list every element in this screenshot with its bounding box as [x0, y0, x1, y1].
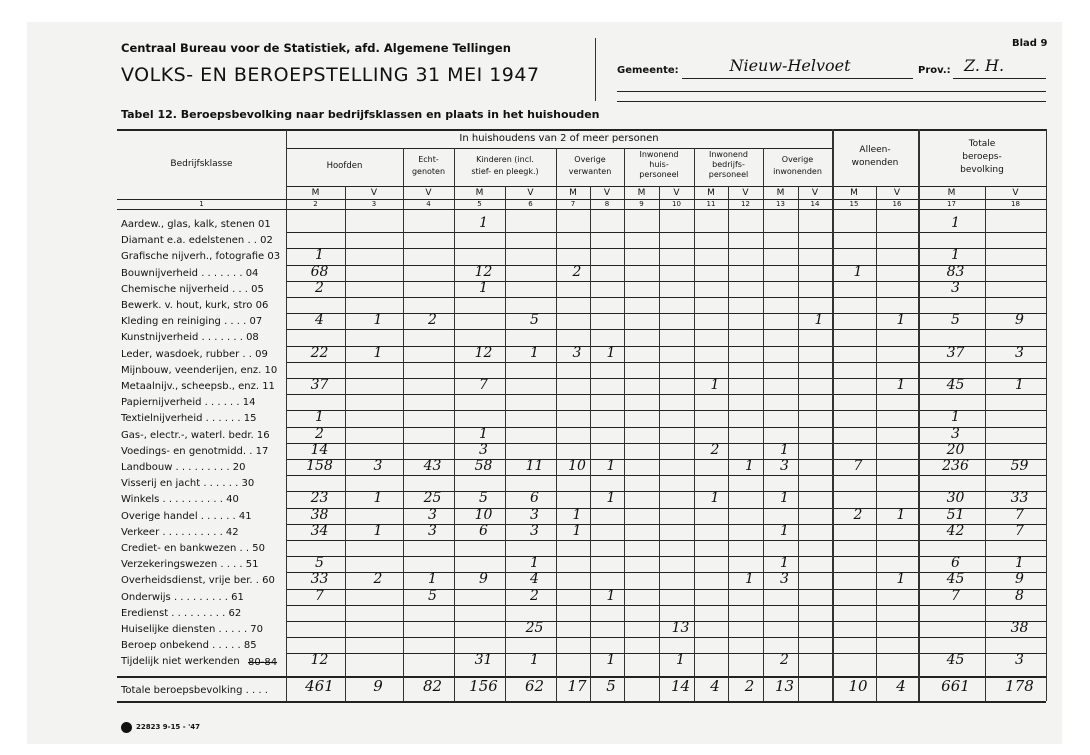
handwritten-value: 6: [530, 490, 539, 507]
row-rule: [286, 313, 1046, 314]
col-number: 4: [426, 200, 431, 208]
grid-col-line: [763, 148, 764, 701]
handwritten-total: 17: [567, 676, 587, 695]
handwritten-value: 3: [780, 458, 789, 474]
col-number: 9: [639, 200, 644, 208]
blad-label: Blad 9: [1012, 38, 1048, 49]
row-label: Overige handel . . . . . . 41: [121, 510, 252, 522]
header-inw-2: inwonenden: [773, 167, 822, 176]
col-number: 13: [776, 200, 785, 208]
sex-label: V: [603, 188, 611, 198]
row-label: Winkels . . . . . . . . . . 40: [121, 494, 239, 506]
header-verw-1: Overige: [574, 155, 606, 164]
row-rule: [286, 556, 1046, 557]
handwritten-value: 1: [780, 490, 789, 507]
handwritten-value: 1: [373, 344, 383, 361]
handwritten-value: 1: [780, 441, 789, 458]
sex-label: V: [425, 188, 432, 198]
handwritten-value: 158: [306, 458, 333, 474]
row-rule: [286, 491, 1046, 492]
handwritten-total: 461: [305, 676, 334, 695]
row-rule: [286, 248, 1046, 249]
handwritten-total: 14: [670, 676, 691, 695]
handwritten-value: 6: [479, 522, 488, 539]
row-label: Voedings- en genotmidd. . 17: [121, 445, 269, 457]
row-rule: [286, 540, 1046, 541]
handwritten-value: 1: [606, 344, 616, 361]
handwritten-value: 1: [315, 247, 324, 264]
handwritten-total: 4: [896, 676, 906, 695]
handwritten-value: 5: [315, 555, 324, 572]
row-label: Papiernijverheid . . . . . . 14: [121, 397, 256, 409]
row-label: Bouwnijverheid . . . . . . . 04: [121, 267, 259, 279]
struck-code: 80-84: [248, 657, 278, 669]
handwritten-value: 1: [373, 490, 383, 507]
handwritten-value: 31: [474, 652, 493, 669]
handwritten-value: 1: [572, 506, 582, 523]
handwritten-value: 59: [1010, 458, 1029, 474]
handwritten-value: 7: [479, 377, 488, 393]
census-title: VOLKS- EN BEROEPSTELLING 31 MEI 1947: [121, 64, 540, 86]
row-rule: [286, 410, 1046, 411]
handwritten-value: 2: [315, 279, 324, 296]
header-tot-2: beroeps-: [962, 152, 1002, 162]
handwritten-value: 1: [951, 409, 960, 426]
handwritten-value: 1: [479, 425, 488, 442]
handwritten-value: 1: [606, 458, 616, 474]
row-rule: [286, 475, 1046, 476]
col-number: 8: [604, 200, 610, 208]
row-rule: [286, 394, 1046, 395]
bureau-line: Centraal Bureau voor de Statistiek, afd. Algemene Tellingen: [121, 41, 511, 55]
prov-underline: [953, 78, 1046, 79]
handwritten-value: 1: [896, 506, 906, 523]
row-rule: [286, 524, 1046, 525]
row-rule: [286, 621, 1046, 622]
handwritten-value: 7: [1015, 506, 1024, 523]
grid-col-line: [1046, 129, 1047, 701]
handwritten-value: 4: [315, 312, 324, 329]
header-tot-1: Totale: [968, 139, 996, 149]
header-kind-1: Kinderen (incl.: [476, 155, 534, 164]
handwritten-value: 7: [951, 587, 960, 604]
sex-row-bottom-rule: [117, 199, 1046, 200]
sex-label: V: [527, 188, 534, 198]
col-number: 11: [706, 200, 716, 208]
handwritten-value: 9: [1015, 312, 1024, 329]
handwritten-value: 5: [530, 312, 539, 329]
handwritten-value: 1: [1015, 377, 1024, 393]
row-label: Visserij en jacht . . . . . . 30: [121, 478, 255, 490]
row-rule: [286, 265, 1046, 266]
row-rule: [286, 362, 1046, 363]
header-huis-2: huis-: [649, 160, 669, 169]
handwritten-total: 13: [774, 676, 795, 695]
handwritten-value: 8: [1015, 587, 1024, 604]
row-rule: [286, 346, 1046, 347]
row-label: Grafische nijverh., fotografie 03: [121, 251, 281, 263]
handwritten-value: 10: [568, 458, 586, 474]
row-label: Verkeer . . . . . . . . . . 42: [121, 526, 239, 538]
col-number: 10: [672, 200, 681, 208]
row-label: Kleding en reiniging . . . . 07: [121, 316, 263, 328]
col-number: 2: [313, 200, 318, 208]
handwritten-value: 3: [428, 506, 437, 523]
row-label: Huiselijke diensten . . . . . 70: [121, 624, 264, 635]
prov-value: Z. H.: [963, 56, 1005, 75]
handwritten-value: 30: [946, 490, 965, 507]
handwritten-value: 37: [946, 344, 965, 361]
handwritten-value: 3: [1015, 652, 1024, 669]
handwritten-value: 2: [572, 263, 582, 280]
handwritten-value: 22: [310, 344, 329, 361]
handwritten-value: 3: [428, 522, 437, 539]
sex-label: M: [311, 188, 320, 198]
row-label: Gas-, electr.-, waterl. bedr. 16: [121, 429, 270, 441]
handwritten-value: 1: [530, 344, 539, 361]
handwritten-value: 2: [530, 587, 539, 604]
handwritten-value: 1: [951, 247, 960, 264]
row-rule: [286, 443, 1046, 444]
handwritten-value: 12: [474, 263, 493, 280]
handwritten-value: 33: [1010, 490, 1029, 507]
row-label: Bewerk. v. hout, kurk, stro 06: [121, 300, 269, 311]
handwritten-value: 12: [474, 344, 493, 361]
sex-label: M: [569, 188, 577, 198]
gemeente-label: Gemeente:: [617, 65, 679, 76]
handwritten-value: 3: [373, 458, 383, 474]
handwritten-value: 9: [1015, 571, 1024, 588]
grid-col-line: [624, 148, 625, 701]
group-header-rule: [286, 148, 832, 149]
handwritten-total: 5: [606, 676, 616, 695]
printer-logo-icon: [121, 722, 132, 733]
handwritten-value: 236: [942, 458, 969, 474]
handwritten-value: 68: [310, 263, 329, 280]
sex-label: M: [637, 188, 646, 198]
handwritten-value: 5: [428, 587, 437, 604]
handwritten-value: 3: [572, 344, 582, 361]
handwritten-value: 20: [946, 441, 965, 458]
grid-top-rule: [117, 129, 1046, 131]
col-number: 5: [477, 200, 482, 208]
row-label: Onderwijs . . . . . . . . . 61: [121, 591, 244, 603]
handwritten-value: 3: [780, 571, 789, 588]
row-label: Verzekeringswezen . . . . 51: [121, 559, 259, 571]
grid-col-line: [505, 186, 506, 701]
handwritten-value: 42: [946, 522, 965, 539]
sex-row-top-rule: [286, 186, 1046, 187]
row-label: Tijdelijk niet werkenden: [121, 656, 240, 668]
grid-col-line: [403, 148, 404, 701]
handwritten-value: 1: [896, 571, 906, 588]
handwritten-value: 43: [423, 458, 442, 474]
handwritten-value: 3: [530, 506, 539, 523]
handwritten-total: 4: [710, 676, 720, 695]
col-number: 17: [947, 200, 956, 208]
header-bedr-1: Inwonend: [708, 150, 749, 159]
handwritten-value: 2: [780, 652, 789, 669]
grid-col-line: [286, 129, 287, 701]
header-bedrijfsklasse: Bedrijfsklasse: [170, 159, 233, 169]
row-label: Kunstnijverheid . . . . . . . 08: [121, 332, 259, 344]
handwritten-value: 3: [479, 441, 488, 458]
gemeente-underline: [682, 78, 913, 79]
handwritten-value: 2: [373, 571, 383, 588]
handwritten-value: 14: [310, 441, 329, 458]
handwritten-value: 34: [310, 522, 329, 539]
handwritten-value: 83: [946, 263, 965, 280]
header-alleen-2: wonenden: [851, 158, 899, 168]
sex-label: V: [673, 188, 680, 198]
handwritten-value: 1: [479, 215, 488, 231]
handwritten-value: 45: [946, 377, 965, 393]
header-bedr-3: personeel: [708, 170, 749, 179]
grid-col-line: [659, 186, 660, 701]
handwritten-total: 10: [848, 676, 868, 695]
gemeente-value: Nieuw-Helvoet: [729, 56, 851, 75]
handwritten-value: 37: [310, 377, 329, 393]
row-label: Overheidsdienst, vrije ber. . 60: [121, 575, 275, 587]
col-number: 6: [528, 200, 533, 208]
handwritten-value: 1: [780, 522, 789, 539]
row-rule: [286, 459, 1046, 460]
row-rule: [286, 232, 1046, 233]
handwritten-value: 1: [479, 279, 488, 296]
handwritten-value: 1: [606, 587, 616, 604]
handwritten-value: 45: [946, 652, 965, 669]
grid-col-line: [985, 186, 986, 701]
handwritten-value: 1: [428, 571, 437, 588]
row-label: Aardew., glas, kalk, stenen 01: [121, 219, 271, 230]
handwritten-value: 1: [530, 652, 539, 669]
sex-label: V: [370, 188, 378, 198]
sex-label: V: [811, 188, 819, 198]
handwritten-value: 2: [315, 425, 324, 442]
handwritten-value: 51: [946, 506, 965, 523]
col-number: 12: [741, 200, 750, 208]
row-label: Crediet- en bankwezen . . 50: [121, 543, 265, 554]
col-number: 3: [371, 200, 377, 208]
handwritten-value: 33: [310, 571, 329, 588]
row-rule: [286, 605, 1046, 606]
handwritten-value: 11: [525, 458, 544, 474]
handwritten-value: 1: [853, 263, 863, 280]
handwritten-total: 9: [373, 676, 383, 695]
handwritten-total: 82: [422, 676, 443, 695]
table-title: Tabel 12. Beroepsbevolking naar bedrijfsklassen en plaats in het huishouden: [121, 108, 600, 121]
header-rule-2: [617, 101, 1046, 102]
header-inw-1: Overige: [781, 155, 814, 164]
grid-col-line: [918, 129, 920, 701]
header-huis-1: Inwonend: [639, 150, 679, 159]
grid-col-line: [876, 186, 877, 701]
col-number: 18: [1011, 200, 1020, 208]
row-label: Beroep onbekend . . . . . 85: [121, 640, 257, 652]
handwritten-value: 3: [530, 522, 539, 539]
handwritten-value: 1: [606, 490, 616, 507]
handwritten-value: 23: [310, 490, 329, 507]
col-number: 15: [849, 200, 859, 208]
totals-label: Totale beroepsbevolking . . . .: [121, 684, 268, 696]
row-label: Mijnbouw, veenderijen, enz. 10: [121, 364, 278, 376]
row-label: Diamant e.a. edelstenen . . 02: [121, 235, 273, 247]
handwritten-value: 1: [710, 490, 720, 507]
handwritten-value: 1: [676, 652, 685, 669]
header-verw-2: verwanten: [568, 167, 612, 176]
header-echt-1: Echt-: [418, 155, 439, 164]
sex-label: M: [947, 188, 956, 198]
handwritten-value: 4: [530, 571, 539, 588]
handwritten-total: 2: [744, 676, 755, 695]
row-rule: [286, 572, 1046, 573]
grid-col-line: [345, 186, 346, 701]
handwritten-value: 1: [951, 215, 960, 231]
header-huis-3: personeel: [639, 170, 679, 179]
prov-label: Prov.:: [918, 65, 951, 76]
handwritten-total: 62: [524, 676, 545, 695]
census-form-sheet: [27, 22, 1062, 744]
row-label: Eredienst . . . . . . . . . 62: [121, 607, 242, 619]
handwritten-value: 45: [946, 571, 965, 588]
sex-label: V: [1012, 188, 1019, 198]
handwritten-value: 2: [710, 441, 720, 458]
sex-label: M: [475, 188, 484, 198]
col-number: 14: [810, 200, 820, 208]
handwritten-value: 1: [373, 312, 383, 329]
handwritten-value: 2: [428, 312, 437, 329]
handwritten-value: 9: [479, 571, 488, 588]
grid-col-line: [454, 148, 455, 701]
handwritten-value: 1: [780, 555, 789, 572]
handwritten-value: 7: [853, 458, 863, 474]
handwritten-value: 3: [951, 279, 960, 296]
row-rule: [286, 281, 1046, 282]
handwritten-value: 13: [671, 620, 690, 636]
header-tot-3: bevolking: [960, 165, 1004, 175]
handwritten-value: 1: [814, 312, 824, 329]
handwritten-value: 58: [474, 458, 493, 474]
handwritten-value: 1: [606, 652, 616, 669]
sex-label: V: [893, 188, 901, 198]
handwritten-value: 38: [1010, 620, 1029, 636]
handwritten-total: 178: [1005, 676, 1034, 695]
sex-label: M: [776, 188, 785, 198]
header-group: In huishoudens van 2 of meer personen: [459, 133, 659, 144]
grid-col-line: [694, 148, 695, 701]
totals-bottom-rule: [117, 701, 1046, 703]
handwritten-value: 1: [572, 522, 582, 539]
handwritten-value: 1: [745, 571, 754, 588]
header-bedr-2: bedrijfs-: [712, 160, 745, 169]
sex-label: V: [742, 188, 749, 198]
sex-label: M: [850, 188, 858, 198]
handwritten-value: 1: [745, 458, 754, 474]
header-hoofden: Hoofden: [326, 161, 363, 171]
grid-col-line: [798, 186, 799, 701]
row-rule: [286, 508, 1046, 509]
col-number: 7: [570, 200, 576, 208]
handwritten-value: 6: [951, 555, 960, 572]
row-label: Textielnijverheid . . . . . . 15: [121, 413, 257, 425]
handwritten-value: 38: [310, 506, 329, 523]
handwritten-value: 1: [315, 409, 324, 426]
handwritten-value: 7: [1015, 522, 1024, 539]
row-label: Metaalnijv., scheepsb., enz. 11: [121, 381, 275, 392]
handwritten-value: 10: [474, 506, 493, 523]
grid-col-line: [832, 129, 834, 701]
sex-label: M: [707, 188, 715, 198]
handwritten-value: 1: [710, 377, 720, 393]
handwritten-value: 25: [423, 490, 442, 507]
header-kind-2: stief- en pleegk.): [471, 167, 539, 176]
row-label: Chemische nijverheid . . . 05: [121, 283, 264, 295]
handwritten-value: 5: [479, 490, 488, 507]
grid-col-line: [556, 148, 557, 701]
handwritten-value: 7: [315, 587, 324, 604]
footer-code: 22823 9-15 - '47: [136, 723, 200, 731]
grid-col-line: [728, 186, 729, 701]
row-rule: [286, 297, 1046, 298]
handwritten-total: 156: [469, 676, 498, 695]
row-label: Landbouw . . . . . . . . . 20: [121, 462, 246, 473]
row-rule: [286, 589, 1046, 590]
header-rule-1: [617, 91, 1046, 92]
handwritten-value: 1: [896, 312, 906, 329]
row-rule: [286, 427, 1046, 428]
colnum-bottom-rule: [117, 209, 1046, 210]
row-rule: [286, 378, 1046, 379]
handwritten-value: 3: [1015, 344, 1024, 361]
handwritten-total: 661: [941, 676, 970, 695]
header-echt-2: genoten: [411, 167, 446, 176]
row-rule: [286, 653, 1046, 654]
row-rule: [286, 329, 1046, 330]
handwritten-value: 3: [951, 425, 960, 442]
header-alleen-1: Alleen-: [859, 145, 891, 155]
col-number: 16: [892, 200, 902, 208]
row-rule: [286, 637, 1046, 638]
handwritten-value: 1: [373, 522, 383, 539]
header-divider: [595, 38, 596, 101]
handwritten-value: 1: [1015, 555, 1024, 572]
handwritten-value: 12: [310, 652, 329, 669]
handwritten-value: 5: [951, 312, 960, 329]
handwritten-value: 25: [525, 620, 544, 636]
handwritten-value: 1: [530, 555, 539, 572]
col-number: 1: [199, 200, 204, 208]
handwritten-value: 2: [853, 506, 863, 523]
row-label: Leder, wasdoek, rubber . . 09: [121, 348, 268, 360]
grid-col-line: [590, 186, 591, 701]
handwritten-value: 1: [896, 377, 906, 393]
